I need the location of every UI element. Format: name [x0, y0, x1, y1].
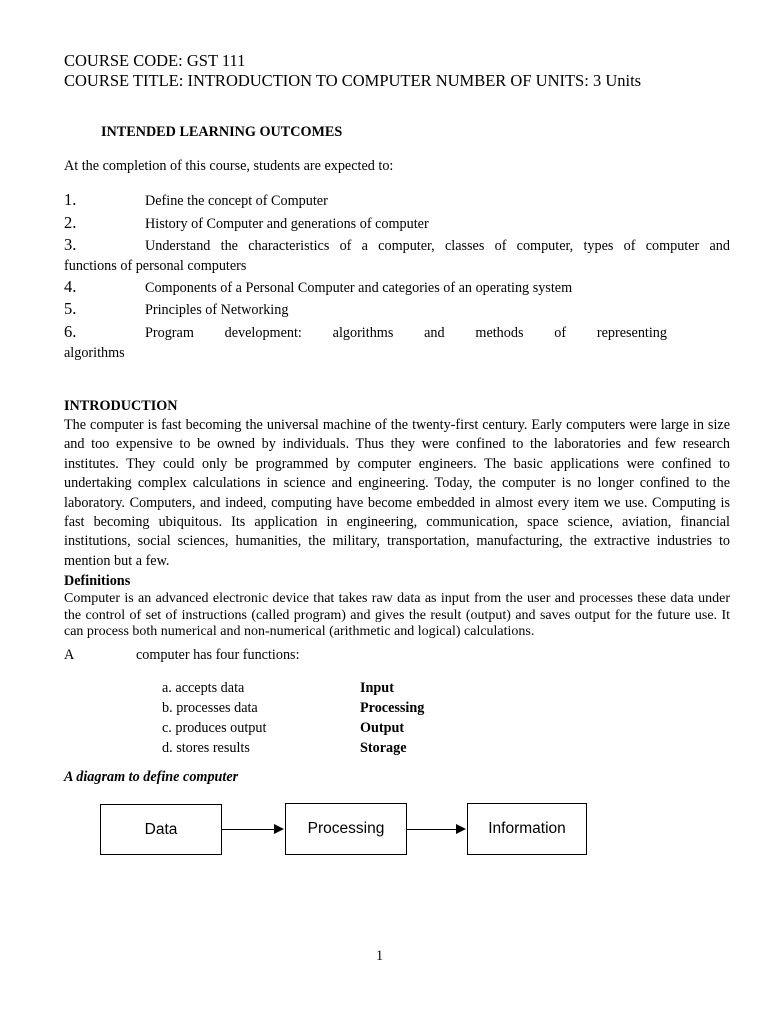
functions-lead-article: A — [64, 647, 75, 663]
outcomes-intro: At the completion of this course, students are expected to: — [64, 158, 394, 174]
arrow-right-icon — [274, 824, 284, 834]
outcome-number: 1. — [64, 190, 77, 209]
course-code: COURSE CODE: GST 111 — [64, 51, 246, 70]
definitions-body: Computer is an advanced electronic device that takes raw data as input from the user and processes these data under the control of set of instructions (called program) and gives the result (output) and saves output for the future use. It can process both numerical and non-numerical (arithmetic and logical) calculations. — [64, 591, 730, 640]
outcome-text: History of Computer and generations of computer — [145, 216, 429, 232]
processing-box: Processing — [285, 803, 407, 855]
outcomes-heading: INTENDED LEARNING OUTCOMES — [101, 124, 343, 140]
function-label: Storage — [360, 740, 407, 756]
function-description: d. stores results — [162, 740, 250, 756]
function-description: c. produces output — [162, 720, 267, 736]
outcome-text: Define the concept of Computer — [145, 193, 328, 209]
page-number: 1 — [376, 948, 384, 964]
information-box: Information — [467, 803, 587, 855]
outcome-text: Components of a Personal Computer and categories of an operating system — [145, 280, 573, 296]
arrow-line — [222, 829, 274, 830]
function-label: Input — [360, 680, 394, 696]
outcome-text: Program development: algorithms and methods of representing — [145, 325, 667, 341]
data-box: Data — [100, 804, 222, 855]
diagram-caption: A diagram to define computer — [64, 769, 239, 785]
definitions-heading: Definitions — [64, 573, 131, 589]
arrow-right-icon — [456, 824, 466, 834]
outcome-text-continued: functions of personal computers — [64, 258, 247, 274]
outcome-number: 4. — [64, 277, 77, 296]
outcome-text: Principles of Networking — [145, 302, 289, 318]
function-label: Processing — [360, 700, 425, 716]
outcome-number: 3. — [64, 235, 77, 254]
function-label: Output — [360, 720, 405, 736]
outcome-number: 5. — [64, 299, 77, 318]
function-description: b. processes data — [162, 700, 258, 716]
functions-lead-text: computer has four functions: — [136, 647, 300, 663]
introduction-paragraph: The computer is fast becoming the universal machine of the twenty-first century. Early computers were large in size and too expensive to be owned by individuals. Thus they were confined to the laboratories and few research institutes. They could only be programmed by computer engineers. The basic applications were confined to undertaking complex calculations in science and engineering. Today, the computer is no longer confined to the laboratory. Computers, and indeed, computing have become embedded in almost every item we use. Computing is fast becoming ubiquitous. Its application in engineering, communication, space science, aviation, financial institutions, social sciences, humanities, the military, transportation, manufacturing, the extractive industries to mention but a few. — [64, 417, 730, 569]
introduction-body — [64, 416, 730, 571]
outcome-text: Understand the characteristics of a computer, classes of computer, types of computer and — [145, 238, 730, 254]
arrow-line — [407, 829, 456, 830]
outcome-number: 2. — [64, 213, 77, 232]
function-description: a. accepts data — [162, 680, 245, 696]
course-title: COURSE TITLE: INTRODUCTION TO COMPUTER NUMBER OF UNITS: 3 Units — [64, 71, 642, 90]
outcome-number: 6. — [64, 322, 77, 341]
outcome-text-continued: algorithms — [64, 345, 125, 361]
introduction-heading: INTRODUCTION — [64, 398, 178, 414]
